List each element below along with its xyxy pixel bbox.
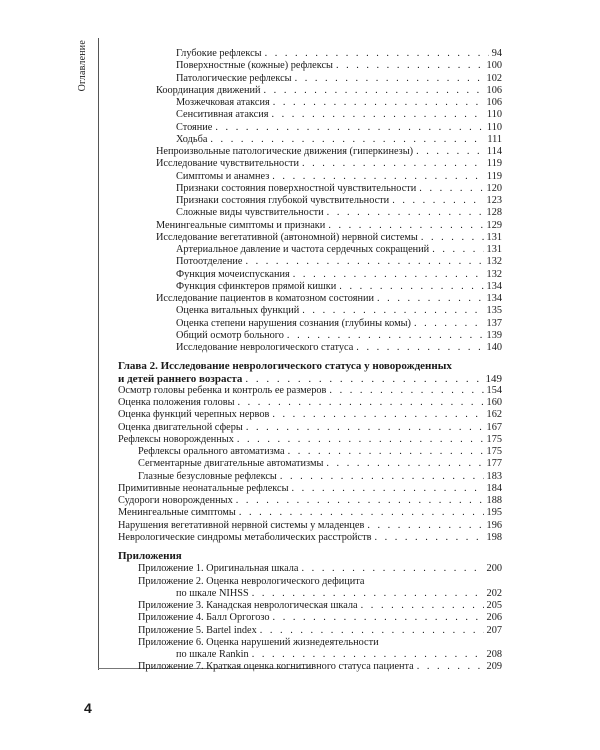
toc-entry[interactable]: Симптомы и анамнез . . . 119: [118, 171, 502, 183]
toc-entry[interactable]: Приложение 1. Оригинальная шкала . . . 200: [118, 563, 502, 575]
toc-entry[interactable]: Функция мочеиспускания . . . 132: [118, 269, 502, 281]
toc-entry[interactable]: Примитивные неонатальные рефлексы . . . 184: [118, 483, 502, 495]
toc-entry[interactable]: Непроизвольные патологические движения (гиперкинезы) . . . 114: [118, 146, 502, 158]
toc-entry-continuation[interactable]: по шкале Rankin . . . 208: [118, 649, 502, 661]
toc-entry[interactable]: Мозжечковая атаксия . . . 106: [118, 97, 502, 109]
toc-entry[interactable]: Стояние . . . 110: [118, 122, 502, 134]
toc-entry[interactable]: Оценка функций черепных нервов . . . 162: [118, 409, 502, 421]
toc-entry[interactable]: Исследование вегетативной (автономной) нервной системы . . . 131: [118, 232, 502, 244]
toc-entry[interactable]: Судороги новорожденных . . . 188: [118, 495, 502, 507]
running-header: Оглавление: [77, 40, 88, 92]
toc-entry[interactable]: Исследование пациентов в коматозном состоянии . . . 134: [118, 293, 502, 305]
page-number: 4: [84, 700, 92, 716]
appendix-heading: Приложения: [118, 550, 182, 562]
toc-entry[interactable]: Менингеальные симптомы . . . 195: [118, 507, 502, 519]
toc-entry[interactable]: Неврологические синдромы метаболических расстройств . . . 198: [118, 532, 502, 544]
toc-entry[interactable]: Исследование чувствительности . . . 119: [118, 158, 502, 170]
table-of-contents: [118, 48, 502, 674]
toc-entry[interactable]: Нарушения вегетативной нервной системы у младенцев . . . 196: [118, 520, 502, 532]
toc-entry[interactable]: Рефлексы орального автоматизма . . . 175: [118, 446, 502, 458]
toc-entry[interactable]: Приложение 7. Краткая оценка когнитивного статуса пациента . . . 209: [118, 661, 502, 673]
toc-entry[interactable]: Менингеальные симптомы и признаки . . . 129: [118, 220, 502, 232]
toc-entry[interactable]: Оценка витальных функций . . . 135: [118, 305, 502, 317]
toc-entry[interactable]: Признаки состояния глубокой чувствительности . . . 123: [118, 195, 502, 207]
chapter-title-line: и детей раннего возраста: [118, 372, 243, 385]
toc-entry-line[interactable]: Приложение 6. Оценка нарушений жизнедеятельности: [138, 636, 379, 648]
chapter-page: 149: [485, 372, 502, 385]
toc-entry[interactable]: Глубокие рефлексы . . . 94: [118, 48, 502, 60]
toc-entry[interactable]: Патологические рефлексы . . . 102: [118, 73, 502, 85]
toc-entry[interactable]: Функция сфинктеров прямой кишки . . . 134: [118, 281, 502, 293]
toc-entry[interactable]: Рефлексы новорожденных . . . 175: [118, 434, 502, 446]
toc-entry[interactable]: Оценка двигательной сферы . . . 167: [118, 422, 502, 434]
toc-entry[interactable]: Сегментарные двигательные автоматизмы . . . 177: [118, 458, 502, 470]
toc-entry[interactable]: Сенситивная атаксия . . . 110: [118, 109, 502, 121]
chapter-heading[interactable]: [118, 360, 502, 385]
toc-entry[interactable]: Исследование неврологического статуса . . . 140: [118, 342, 502, 354]
toc-entry[interactable]: Координация движений . . . 106: [118, 85, 502, 97]
toc-entry[interactable]: Артериальное давление и частота сердечных сокращений . . . 131: [118, 244, 502, 256]
toc-entry-continuation[interactable]: по шкале NIHSS . . . 202: [118, 588, 502, 600]
toc-entry[interactable]: Общий осмотр больного . . . 139: [118, 330, 502, 342]
toc-entry[interactable]: Поверхностные (кожные) рефлексы . . . 100: [118, 60, 502, 72]
toc-entry[interactable]: Глазные безусловные рефлексы . . . 183: [118, 471, 502, 483]
chapter-title-line: Глава 2. Исследование неврологического статуса у новорожденных: [118, 360, 452, 373]
toc-entry[interactable]: Приложение 4. Балл Оргогозо . . . 206: [118, 612, 502, 624]
toc-entry[interactable]: Приложение 3. Канадская неврологическая шкала . . . 205: [118, 600, 502, 612]
toc-entry[interactable]: Сложные виды чувствительности . . . 128: [118, 207, 502, 219]
toc-entry[interactable]: Ходьба . . . 111: [118, 134, 502, 146]
toc-entry[interactable]: Признаки состояния поверхностной чувствительности . . . 120: [118, 183, 502, 195]
toc-entry[interactable]: Потоотделение . . . 132: [118, 256, 502, 268]
toc-entry[interactable]: Осмотр головы ребенка и контроль ее размеров . . . 154: [118, 385, 502, 397]
toc-entry[interactable]: Оценка положения головы . . . 160: [118, 397, 502, 409]
toc-entry-line[interactable]: Приложение 2. Оценка неврологического дефицита: [138, 575, 365, 587]
toc-entry[interactable]: Приложение 5. Bartel index . . . 207: [118, 625, 502, 637]
toc-entry[interactable]: Оценка степени нарушения сознания (глубины комы) . . . 137: [118, 318, 502, 330]
vertical-rule: [98, 38, 99, 670]
